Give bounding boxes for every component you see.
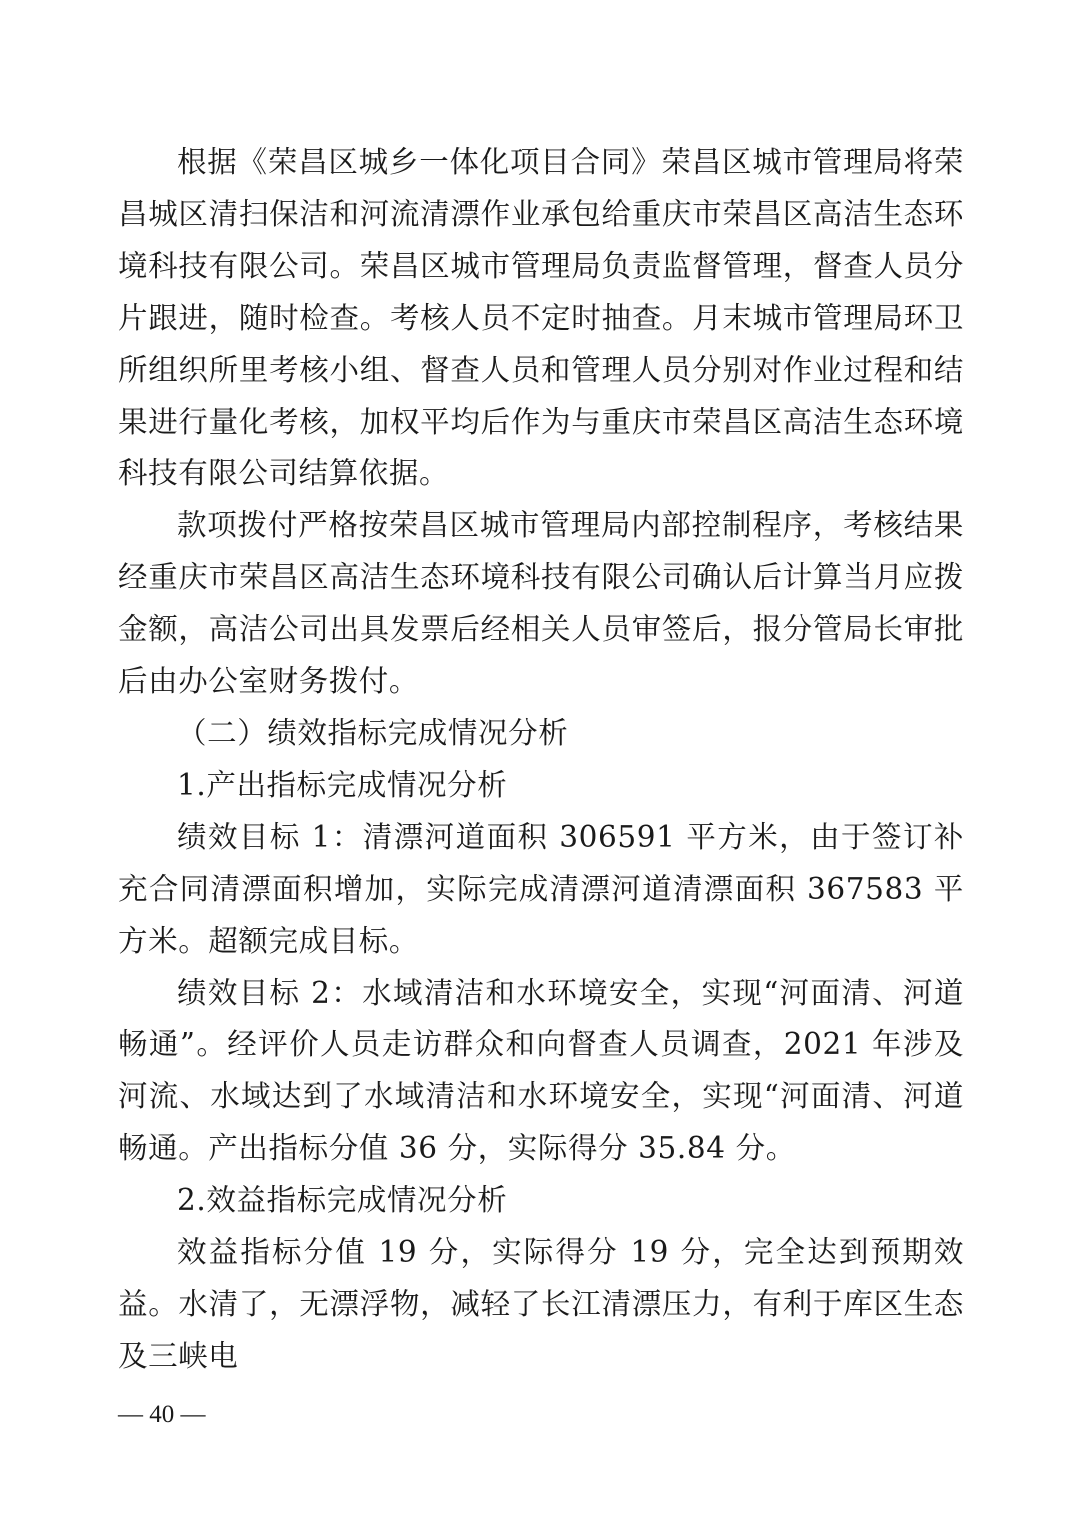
paragraph-assessment-method: 根据《荣昌区城乡一体化项目合同》荣昌区城市管理局将荣昌城区清扫保洁和河流清漂作业承包给重庆市荣昌区高洁生态环境科技有限公司。荣昌区城市管理局负责监督管理，督查人员分片跟进，随时检查。考核人员不定时抽查。月末城市管理局环卫所组织所里考核小组、督查人员和管理人员分别对作业过程和结果进行量化考核，加权平均后作为与重庆市荣昌区高洁生态环境科技有限公司结算依据。 xyxy=(118,145,964,491)
subheading-output-indicators: 1.产出指标完成情况分析 xyxy=(177,767,508,802)
section-heading-performance-analysis: （二）绩效指标完成情况分析 xyxy=(177,715,569,750)
page-number: — 40 — xyxy=(118,1401,206,1428)
paragraph-performance-goal-1: 绩效目标 1：清漂河道面积 306591 平方米，由于签订补充合同清漂面积增加，实际完成清漂河道清漂面积 367583 平方米。超额完成目标。 xyxy=(118,819,964,958)
document-body xyxy=(118,137,964,1383)
subheading-benefit-indicators: 2.效益指标完成情况分析 xyxy=(177,1183,508,1218)
paragraph-performance-goal-2: 绩效目标 2：水域清洁和水环境安全，实现“河面清、河道畅通”。经评价人员走访群众和向督查人员调查，2021 年涉及河流、水域达到了水域清洁和水环境安全，实现“河面清、河道畅通。产出指标分值 36 分，实际得分 35.84 分。 xyxy=(118,975,964,1166)
paragraph-benefit-result: 效益指标分值 19 分，实际得分 19 分，完全达到预期效益。水清了，无漂浮物，减轻了长江清漂压力，有利于库区生态及三峡电 xyxy=(118,1235,964,1373)
paragraph-payment-procedure: 款项拨付严格按荣昌区城市管理局内部控制程序，考核结果经重庆市荣昌区高洁生态环境科技有限公司确认后计算当月应拨金额，高洁公司出具发票后经相关人员审签后，报分管局长审批后由办公室财务拨付。 xyxy=(118,508,964,699)
